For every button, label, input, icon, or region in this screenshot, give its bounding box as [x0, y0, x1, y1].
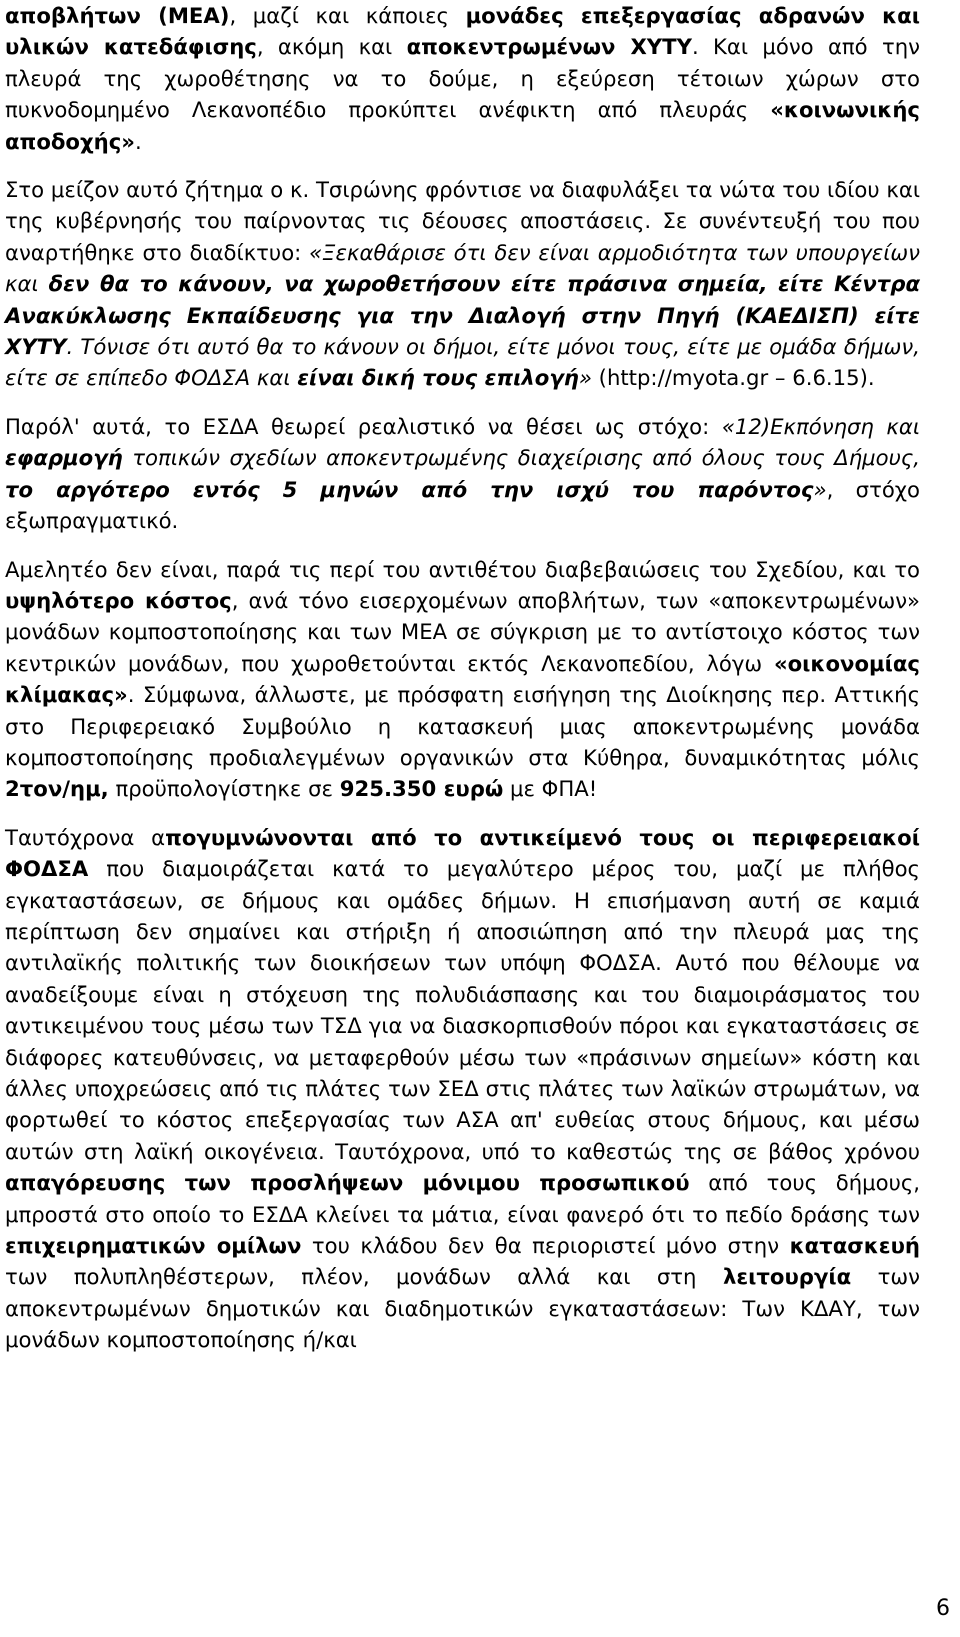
text-bold: λειτουργία: [722, 1264, 852, 1290]
text-bold: 925.350 ευρώ: [339, 776, 504, 802]
quote-italic: »: [813, 476, 827, 502]
text: , ακόμη και: [256, 34, 407, 60]
text-bold: επιχειρηματικών ομίλων: [5, 1233, 302, 1259]
text: Ταυτόχρονα α: [5, 824, 166, 850]
text: . Και μόνο από την πλευρά της χωροθέτησης να το δούμε, η εξεύρεση τέτοιων χώρων στο πυκνοδομημένο Λεκανοπέδιο προκύπτει ανέφικτη από πλευράς: [5, 34, 920, 123]
quote-italic: «12)Εκπόνηση και: [721, 413, 920, 439]
quote-italic: »: [578, 365, 592, 391]
text-bold: υψηλότερο κόστος: [5, 587, 232, 613]
quote-bold-italic: εφαρμογή: [5, 445, 123, 471]
text: των αποκεντρωμένων δημοτικών και διαδημοτικών εγκαταστάσεων: Των ΚΔΑΥ, των μονάδων κομποστοποίησης ή/και: [5, 1264, 920, 1353]
text: .: [134, 128, 142, 154]
text: με ΦΠΑ!: [503, 776, 598, 802]
text: , στόχο εξωπραγματικό.: [5, 476, 920, 534]
text-bold: αποβλήτων (ΜΕΑ): [5, 3, 230, 28]
quote-italic: τοπικών σχεδίων αποκεντρωμένης διαχείρισης από όλους τους Δήμους,: [122, 445, 920, 471]
text-bold: «οικονομίας κλίμακας»: [5, 650, 920, 708]
text-bold: 2τον/ημ,: [5, 776, 109, 802]
paragraph-1: [5, 0, 920, 157]
document-body: [5, 0, 920, 1356]
text-bold: κατασκευή: [789, 1233, 920, 1259]
quote-italic: «Ξεκαθάρισε ότι δεν είναι αρμοδιότητα των υπουργείων και: [5, 239, 920, 297]
quote-bold-italic: δεν θα το κάνουν, να χωροθετήσουν είτε πράσινα σημεία, είτε Κέντρα Ανακύκλωσης Εκπαίδευσης για την Διαλογή στην Πηγή (ΚΑΕΔΙΣΠ) είτε ΧΥΤΥ: [5, 271, 921, 360]
text-bold: αποκεντρωμένων ΧΥΤΥ: [406, 34, 692, 60]
text: Αμελητέο δεν είναι, παρά τις περί του αντιθέτου διαβεβαιώσεις του Σχεδίου, και το: [5, 556, 920, 582]
text: . Σύμφωνα, άλλωστε, με πρόσφατη εισήγηση της Διοίκησης περ. Αττικής στο Περιφερειακό Συμβούλιο η κατασκευή μιας αποκεντρωμένης μονάδα κομποστοποίησης προδιαλεγμένων οργανικών στα Κύθηρα, δυναμικότητας μόλις: [5, 682, 920, 770]
paragraph-3: [5, 411, 920, 537]
text: που διαμοιράζεται κατά το μεγαλύτερο μέρος του, μαζί με πλήθος εγκαταστάσεων, σε δήμους και ομάδες δήμων. Η επισήμανση αυτή σε καμιά περίπτωση δεν σημαίνει και στήριξη ή αποσιώπηση από την πλευρά μας της αντιλαϊκής πολιτικής των διοικήσεων των υπόψη ΦΟΔΣΑ. Αυτό που θέλουμε να αναδείξουμε είναι η στόχευση της πολυδιάσπασης και του διαμοιράσματος του αντικειμένου τους μέσω των ΤΣΔ για να διασκορπισθούν πόροι και εγκαταστάσεις σε διάφορες κατευθύνσεις, να μεταφερθούν μέσω των «πράσινων σημείων» κόστη και άλλες υποχρεώσεις από τις πλάτες των ΣΕΔ στις πλάτες των λαϊκών στρωμάτων, να φορτωθεί το κόστος επεξεργασίας των ΑΣΑ απ' ευθείας στους δήμους, και μέσω αυτών στη λαϊκή οικογένεια. Ταυτόχρονα, υπό το καθεστώς της σε βάθος χρόνου: [5, 856, 920, 1164]
page-number: 6: [936, 1596, 950, 1621]
quote-bold-italic: το αργότερο εντός 5 μηνών από την ισχύ του παρόντος: [5, 476, 814, 502]
text: Στο μείζον αυτό ζήτημα ο κ. Τσιρώνης φρόντισε να διαφυλάξει τα νώτα του ιδίου και της κυβέρνησής του παίρνοντας τις δέουσες αποστάσεις. Σε συνέντευξή του που αναρτήθηκε στο διαδίκτυο:: [5, 177, 920, 265]
text-bold: πογυμνώνονται από το αντικείμενό τους οι περιφερειακοί ΦΟΔΣΑ: [5, 824, 920, 882]
text-bold: απαγόρευσης των προσλήψεων μόνιμου προσωπικού: [5, 1170, 690, 1196]
text-bold: μονάδες επεξεργασίας αδρανών και υλικών κατεδάφισης: [5, 3, 920, 60]
source-citation: (http://myota.gr – 6.6.15).: [591, 365, 875, 391]
text: , ανά τόνο εισερχομένων αποβλήτων, των «αποκεντρωμένων» μονάδων κομποστοποίησης και των ΜΕΑ σε σύγκριση με το αντίστοιχο κόστος των κεντρικών μονάδων, που χωροθετούνται εκτός Λεκανοπεδίου, λόγω: [5, 587, 921, 676]
paragraph-4: [5, 554, 920, 805]
text: από τους δήμους, μπροστά στο οποίο το ΕΣΔΑ κλείνει τα μάτια, είναι φανερό ότι το πεδίο δράσης των: [5, 1170, 920, 1227]
quote-bold-italic: είναι δική τους επιλογή: [297, 365, 579, 391]
text: Παρόλ' αυτά, το ΕΣΔΑ θεωρεί ρεαλιστικό να θέσει ως στόχο:: [5, 413, 722, 439]
text-bold: «κοινωνικής αποδοχής»: [5, 97, 920, 154]
text: προϋπολογίστηκε σε: [108, 776, 340, 802]
text: των πολυπληθέστερων, πλέον, μονάδων αλλά και στη: [5, 1264, 723, 1290]
paragraph-5: [5, 822, 920, 1356]
paragraph-2: [5, 174, 920, 394]
quote-italic: . Τόνισε ότι αυτό θα το κάνουν οι δήμοι, είτε μόνοι τους, είτε με ομάδα δήμων, είτε σε επίπεδο ΦΟΔΣΑ και: [5, 334, 920, 391]
text: του κλάδου δεν θα περιοριστεί μόνο στην: [301, 1233, 790, 1259]
text: , μαζί και κάποιες: [229, 3, 466, 28]
